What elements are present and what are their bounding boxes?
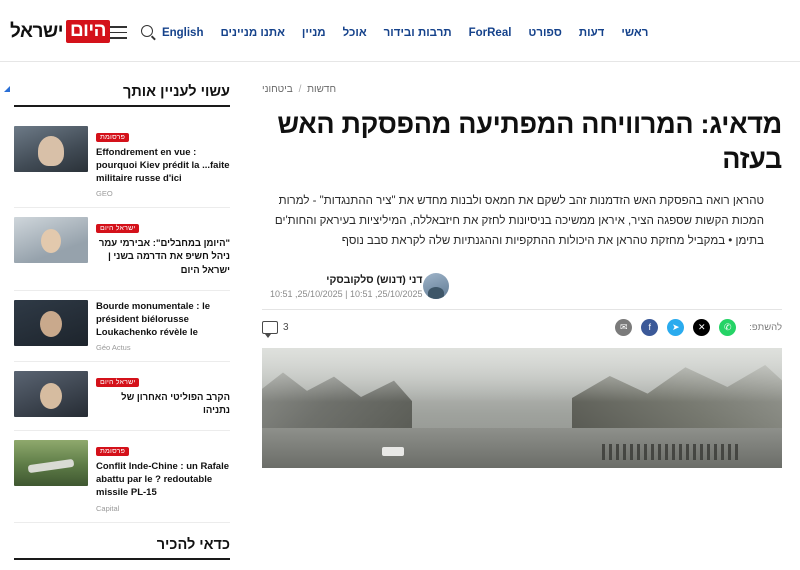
logo-word: ישראל: [10, 20, 63, 42]
nav-item-opinions[interactable]: דעות: [578, 26, 605, 39]
promo-tag: ישראל היום: [96, 224, 139, 233]
comments-button[interactable]: [262, 321, 289, 334]
hero-haze-overlay: [262, 348, 782, 468]
promo-text: [96, 217, 230, 280]
share-row: [262, 319, 782, 336]
breadcrumb: [262, 84, 782, 95]
byline-text: [270, 274, 423, 299]
byline-row: [262, 273, 782, 310]
sidebar: [0, 84, 240, 570]
article-column: [240, 84, 800, 570]
promo-headline: Bourde monumentale : le président biélorusse Loukachenko révèle le: [96, 300, 211, 338]
promo-text: [96, 300, 230, 352]
sidebar-title-bottom: כדאי להכיר: [14, 537, 230, 560]
breadcrumb-separator: /: [298, 84, 302, 95]
list-item[interactable]: [14, 362, 230, 431]
site-logo[interactable]: [10, 18, 110, 44]
list-item[interactable]: [14, 431, 230, 522]
share-facebook-icon[interactable]: f: [641, 319, 658, 336]
promo-headline: "היומן במחבלים": אבירמי עמר ניהל חשיפ את הדרמה בשני | ישראל היום: [98, 238, 230, 276]
promo-thumbnail: [14, 300, 88, 346]
promo-text: [96, 126, 230, 198]
publish-timestamp: 25/10/2025, 10:51 | 25/10/2025, 10:51: [270, 288, 423, 299]
sidebar-title-top: עשוי לעניין אותך: [14, 84, 230, 107]
comment-icon: [262, 321, 278, 334]
nav-item-minyan[interactable]: מניין: [301, 26, 326, 39]
promo-source: Capital: [96, 503, 120, 513]
header-tools: [110, 21, 156, 40]
page-body: [0, 62, 800, 570]
share-whatsapp-icon[interactable]: ✆: [719, 319, 736, 336]
promo-text: [96, 371, 230, 421]
promo-headline: Conflit Inde-Chine : un Rafale abattu par le ? redoutable missile PL-15: [96, 461, 229, 499]
nav-item-food[interactable]: אוכל: [342, 26, 367, 39]
promo-thumbnail: [14, 440, 88, 486]
nav-item-sport[interactable]: ספורט: [528, 26, 562, 39]
promo-source: GEO: [96, 189, 113, 199]
share-x-icon[interactable]: ✕: [693, 319, 710, 336]
promo-thumbnail: [14, 126, 88, 172]
comment-count: 3: [283, 322, 289, 334]
promo-thumbnail: [14, 217, 88, 263]
breadcrumb-sub[interactable]: ביטחוני: [262, 84, 293, 95]
breadcrumb-section[interactable]: חדשות: [307, 84, 337, 95]
logo-badge: היום: [66, 20, 110, 44]
list-item[interactable]: [14, 117, 230, 208]
hamburger-menu-icon[interactable]: [110, 26, 127, 39]
author-avatar: [423, 273, 449, 299]
article-hero-image: [262, 348, 782, 468]
share-mail-icon[interactable]: ✉: [615, 319, 632, 336]
nav-item-culture[interactable]: תרבות ובידור: [383, 26, 452, 39]
nav-item-english[interactable]: English: [161, 26, 204, 39]
promo-source: Géo Actus: [96, 342, 131, 352]
promo-thumbnail: [14, 371, 88, 417]
search-icon[interactable]: [141, 25, 156, 40]
list-item[interactable]: [14, 208, 230, 290]
article-headline: מדאיג: המרוויחה המפתיעה מהפסקת האש בעזה: [277, 109, 782, 174]
nav-item-forreal[interactable]: ForReal: [468, 26, 512, 39]
list-item[interactable]: [14, 291, 230, 362]
share-label: להשתפ:: [749, 322, 782, 334]
article-standfirst: טהראן רואה בהפסקת האש הזדמנות זהב לשקם את חמאס ולבנות מחדש את "ציר ההתנגדות" - למרות המכות הקשות שספגה הציר, איראן ממשיכה בניסיונות לחזק את חיזבאללה, המיליציות בעיראק והחות'ים בתימן • במקביל מחזקת טהראן את היכולות ההתקפיות וההגנתיות שלה לקראת סבב נוסף: [274, 195, 764, 247]
promo-tag: פרסומת: [96, 447, 129, 456]
nav-item-main[interactable]: ראשי: [621, 26, 649, 39]
promo-headline: הקרב הפוליטי האחרון של נתניהו: [121, 391, 230, 417]
primary-nav: [162, 23, 648, 39]
promo-tag: ישראל היום: [96, 378, 139, 387]
share-telegram-icon[interactable]: ➤: [667, 319, 684, 336]
promo-headline: Effondrement en vue : pourquoi Kiev prédit la ...faite militaire russe d'ici: [96, 147, 230, 185]
nav-item-itanu[interactable]: אתנו מניינים: [220, 26, 285, 39]
promo-text: [96, 440, 230, 512]
author-name[interactable]: דני (דנוש) סלקובסקי: [326, 273, 423, 286]
site-header: [0, 0, 800, 62]
promo-tag: פרסומת: [96, 133, 129, 142]
